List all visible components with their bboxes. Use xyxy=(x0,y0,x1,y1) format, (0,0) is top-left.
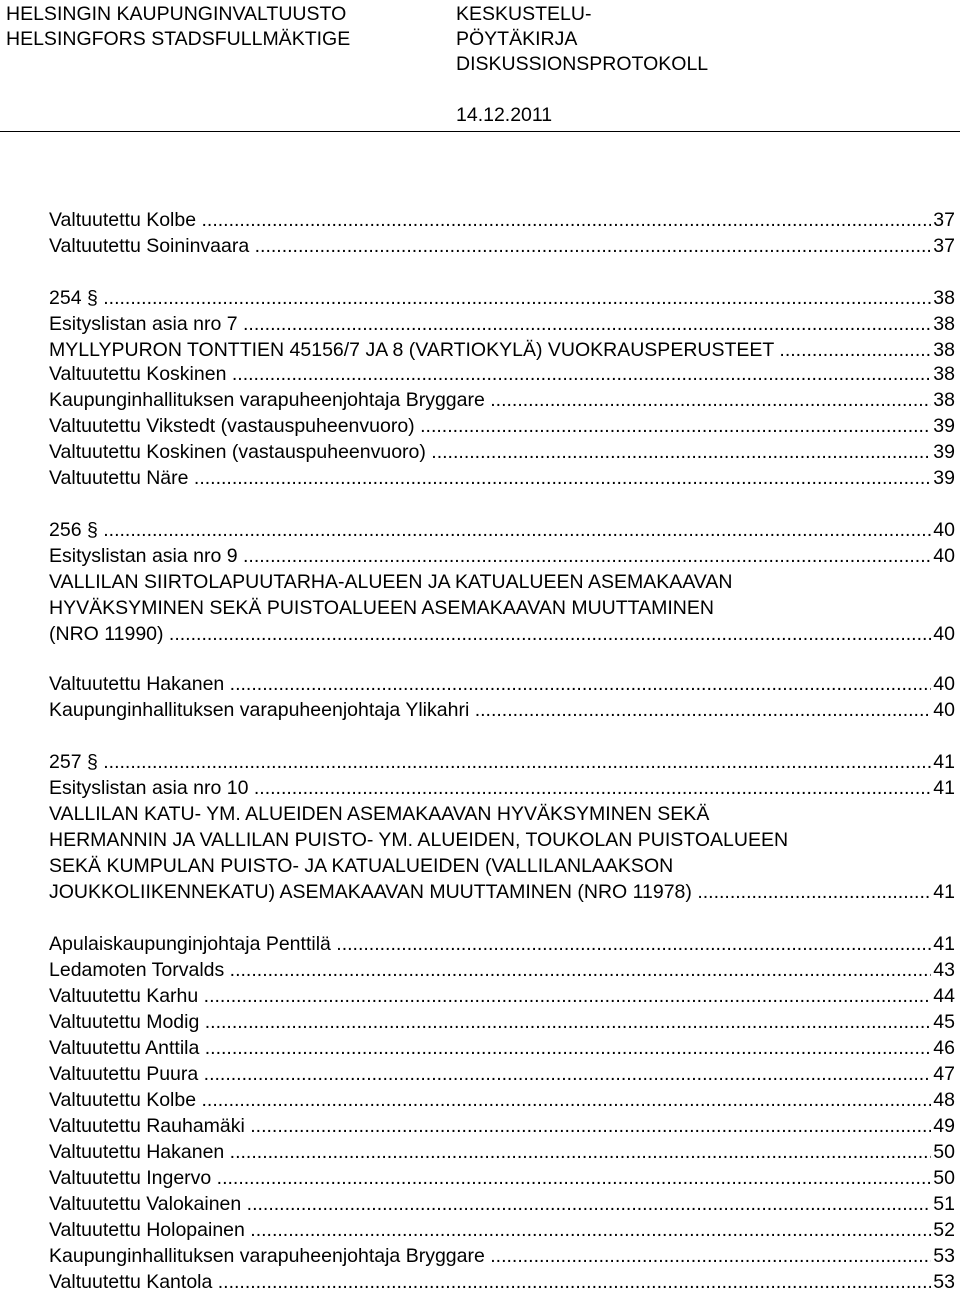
toc-entry-text: SEKÄ KUMPULAN PUISTO- JA KATUALUEIDEN (VALLILANLAAKSON xyxy=(49,855,674,877)
doc-type-line-1: KESKUSTELU- xyxy=(456,3,592,25)
toc-entry-text: Valtuutettu Holopainen ..... xyxy=(49,1217,931,1243)
toc-entry-page: 38 xyxy=(933,313,955,335)
toc-entry-text: Apulaiskaupunginjohtaja Penttilä ..... xyxy=(49,931,931,957)
toc-entry-text: Valtuutettu Rauhamäki ..... xyxy=(49,1113,931,1139)
toc-entry-page: 40 xyxy=(933,673,955,695)
toc-entry-text: MYLLYPURON TONTTIEN 45156/7 JA 8 (VARTIOKYLÄ) VUOKRAUSPERUSTEET ..... xyxy=(49,337,931,363)
toc-entry-page: 41 xyxy=(933,777,955,799)
toc-entry[interactable] xyxy=(49,543,955,569)
toc-entry-text: Kaupunginhallituksen varapuheenjohtaja Bryggare ..... xyxy=(49,1243,931,1269)
toc-entry-text: Esityslistan asia nro 9 ..... xyxy=(49,543,931,569)
toc-entry-page: 53 xyxy=(933,1271,955,1293)
toc-entry-text: Valtuutettu Koskinen (vastauspuheenvuoro) ..... xyxy=(49,439,931,465)
toc-entry-page: 39 xyxy=(933,441,955,463)
toc-entry-page: 40 xyxy=(933,699,955,721)
toc-entry-page: 41 xyxy=(933,881,955,903)
toc-entry-text: Valtuutettu Modig ..... xyxy=(49,1009,931,1035)
toc-entry[interactable] xyxy=(49,207,955,233)
org-name-swedish: HELSINGFORS STADSFULLMÄKTIGE xyxy=(6,28,351,50)
toc-entry-text: Valtuutettu Kolbe ..... xyxy=(49,1087,931,1113)
toc-entry-text: 257 § ..... xyxy=(49,749,931,775)
toc-entry-page: 49 xyxy=(933,1115,955,1137)
toc-entry[interactable] xyxy=(49,1191,955,1217)
toc-entry-multiline[interactable] xyxy=(49,569,955,621)
toc-entry[interactable] xyxy=(49,671,955,697)
toc-entry-multiline[interactable] xyxy=(49,801,955,879)
toc-entry-text: Valtuutettu Kolbe ..... xyxy=(49,207,931,233)
toc-entry-page: 40 xyxy=(933,623,955,645)
toc-entry-page: 52 xyxy=(933,1219,955,1241)
toc-entry-text: Valtuutettu Valokainen ..... xyxy=(49,1191,931,1217)
toc-entry-text: 256 § ..... xyxy=(49,517,931,543)
toc-entry[interactable] xyxy=(49,1165,955,1191)
toc-entry-page: 37 xyxy=(933,235,955,257)
toc-entry[interactable] xyxy=(49,233,955,259)
toc-entry-text: HERMANNIN JA VALLILAN PUISTO- YM. ALUEIDEN, TOUKOLAN PUISTOALUEEN xyxy=(49,829,789,851)
toc-entry-text: Kaupunginhallituksen varapuheenjohtaja Ylikahri ..... xyxy=(49,697,931,723)
toc-entry-text: Valtuutettu Koskinen ..... xyxy=(49,361,931,387)
toc-entry-text: Valtuutettu Hakanen ..... xyxy=(49,671,931,697)
toc-entry-page: 39 xyxy=(933,467,955,489)
toc-entry-page: 38 xyxy=(933,339,955,361)
toc-entry[interactable] xyxy=(49,1113,955,1139)
document-date: 14.12.2011 xyxy=(456,104,553,126)
toc-entry-text: Esityslistan asia nro 10 ..... xyxy=(49,775,931,801)
toc-entry-text: Kaupunginhallituksen varapuheenjohtaja Bryggare ..... xyxy=(49,387,931,413)
toc-entry-page: 50 xyxy=(933,1141,955,1163)
document-header xyxy=(0,0,960,132)
toc-entry-text: 254 § ..... xyxy=(49,285,931,311)
toc-entry-text: JOUKKOLIIKENNEKATU) ASEMAKAAVAN MUUTTAMINEN (NRO 11978) ..... xyxy=(49,879,931,905)
toc-entry[interactable] xyxy=(49,361,955,387)
toc-entry-page: 37 xyxy=(933,209,955,231)
toc-entry[interactable] xyxy=(49,957,955,983)
toc-entry[interactable] xyxy=(49,285,955,311)
toc-entry[interactable] xyxy=(49,1243,955,1269)
toc-entry[interactable] xyxy=(49,931,955,957)
toc-entry-page: 39 xyxy=(933,415,955,437)
toc-entry-page: 38 xyxy=(933,287,955,309)
toc-entry-text: Valtuutettu Vikstedt (vastauspuheenvuoro) ..... xyxy=(49,413,931,439)
toc-entry-text: VALLILAN SIIRTOLAPUUTARHA-ALUEEN JA KATUALUEEN ASEMAKAAVAN xyxy=(49,571,733,593)
toc-entry-text: Valtuutettu Ingervo ..... xyxy=(49,1165,931,1191)
toc-entry[interactable] xyxy=(49,1269,955,1295)
toc-entry-text: VALLILAN KATU- YM. ALUEIDEN ASEMAKAAVAN HYVÄKSYMINEN SEKÄ xyxy=(49,803,710,825)
toc-entry-page: 53 xyxy=(933,1245,955,1267)
toc-entry-text: HYVÄKSYMINEN SEKÄ PUISTOALUEEN ASEMAKAAVAN MUUTTAMINEN xyxy=(49,597,714,619)
toc-entry[interactable] xyxy=(49,439,955,465)
toc-entry[interactable] xyxy=(49,775,955,801)
toc-entry-text: Valtuutettu Hakanen ..... xyxy=(49,1139,931,1165)
toc-entry-text: Valtuutettu Puura ..... xyxy=(49,1061,931,1087)
toc-entry-page: 50 xyxy=(933,1167,955,1189)
toc-entry[interactable] xyxy=(49,1087,955,1113)
toc-entry-page: 40 xyxy=(933,519,955,541)
toc-entry-page: 46 xyxy=(933,1037,955,1059)
toc-entry[interactable] xyxy=(49,983,955,1009)
toc-entry-text: Esityslistan asia nro 7 ..... xyxy=(49,311,931,337)
doc-type-line-2: PÖYTÄKIRJA xyxy=(456,28,578,50)
toc-entry[interactable] xyxy=(49,387,955,413)
doc-type-line-3: DISKUSSIONSPROTOKOLL xyxy=(456,53,709,75)
toc-entry-page: 40 xyxy=(933,545,955,567)
toc-entry[interactable] xyxy=(49,621,955,647)
toc-entry-text: Ledamoten Torvalds ..... xyxy=(49,957,931,983)
toc-entry[interactable] xyxy=(49,337,955,363)
toc-entry-page: 47 xyxy=(933,1063,955,1085)
toc-entry-text: Valtuutettu Näre ..... xyxy=(49,465,931,491)
toc-entry-page: 41 xyxy=(933,933,955,955)
toc-entry[interactable] xyxy=(49,1035,955,1061)
toc-entry-page: 45 xyxy=(933,1011,955,1033)
toc-entry-page: 41 xyxy=(933,751,955,773)
toc-entry-text: Valtuutettu Karhu ..... xyxy=(49,983,931,1009)
toc-entry[interactable] xyxy=(49,749,955,775)
org-name-finnish: HELSINGIN KAUPUNGINVALTUUSTO xyxy=(6,3,347,25)
toc-entry-page: 43 xyxy=(933,959,955,981)
toc-entry[interactable] xyxy=(49,311,955,337)
toc-entry-text: Valtuutettu Kantola ..... xyxy=(49,1269,931,1295)
toc-entry[interactable] xyxy=(49,413,955,439)
toc-entry[interactable] xyxy=(49,465,955,491)
toc-entry-text: Valtuutettu Anttila ..... xyxy=(49,1035,931,1061)
toc-entry-text: Valtuutettu Soininvaara ..... xyxy=(49,233,931,259)
toc-entry-page: 38 xyxy=(933,389,955,411)
toc-entry[interactable] xyxy=(49,1009,955,1035)
toc-entry[interactable] xyxy=(49,879,955,905)
toc-entry-page: 44 xyxy=(933,985,955,1007)
toc-entry[interactable] xyxy=(49,517,955,543)
toc-entry[interactable] xyxy=(49,1139,955,1165)
toc-entry-page: 51 xyxy=(933,1193,955,1215)
toc-entry[interactable] xyxy=(49,1061,955,1087)
toc-entry-text: (NRO 11990) ..... xyxy=(49,621,931,647)
header-divider xyxy=(0,131,960,132)
toc-entry-page: 48 xyxy=(933,1089,955,1111)
toc-entry[interactable] xyxy=(49,697,955,723)
toc-entry[interactable] xyxy=(49,1217,955,1243)
toc-entry-page: 38 xyxy=(933,363,955,385)
